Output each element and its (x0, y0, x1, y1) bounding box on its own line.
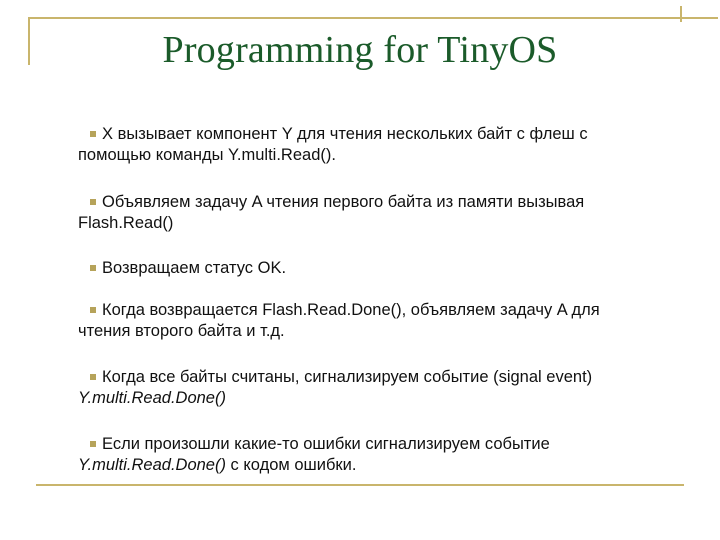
bullet-text-line2: помощью команды Y.multi.Read(). (78, 146, 336, 164)
bullet-item (90, 258, 670, 279)
bullet-square-icon (90, 307, 96, 313)
slide-title: Programming for TinyOS (162, 29, 558, 71)
bullet-square-icon (90, 441, 96, 447)
bullet-text-line1: Если произошли какие-то ошибки сигнализируем событие (102, 435, 550, 453)
bullet-item (78, 124, 670, 166)
bullet-text-line2-italic: Y.multi.Read.Done() (78, 456, 226, 474)
bullet-text-line1: Когда возвращается Flash.Read.Done(), объявляем задачу A для (102, 301, 600, 319)
bullet-text-line2-italic: Y.multi.Read.Done() (78, 389, 226, 407)
bullet-text-line1: X вызывает компонент Y для чтения нескольких байт с флеш с (102, 125, 588, 143)
right-tick-rule (680, 6, 682, 22)
bullet-square-icon (90, 131, 96, 137)
bullet-text-line1: Объявляем задачу A чтения первого байта из памяти вызывая (102, 193, 585, 211)
bullet-square-icon (90, 374, 96, 380)
bullet-text-line2-rest: с кодом ошибки. (225, 456, 357, 474)
bullet-item (78, 192, 670, 234)
bullet-text-line2: чтения второго байта и т.д. (78, 322, 285, 340)
bullet-item (78, 300, 670, 342)
bottom-rule (36, 484, 684, 486)
bullet-text-line1: Возвращаем статус OK. (102, 259, 287, 277)
bullet-text-line2: Flash.Read() (78, 214, 174, 232)
bullet-item (78, 434, 670, 476)
bullet-item (78, 367, 670, 409)
top-rule (28, 17, 718, 19)
bullet-square-icon (90, 199, 96, 205)
bullet-text-line1: Когда все байты считаны, сигнализируем событие (signal event) (102, 368, 593, 386)
bullet-square-icon (90, 265, 96, 271)
